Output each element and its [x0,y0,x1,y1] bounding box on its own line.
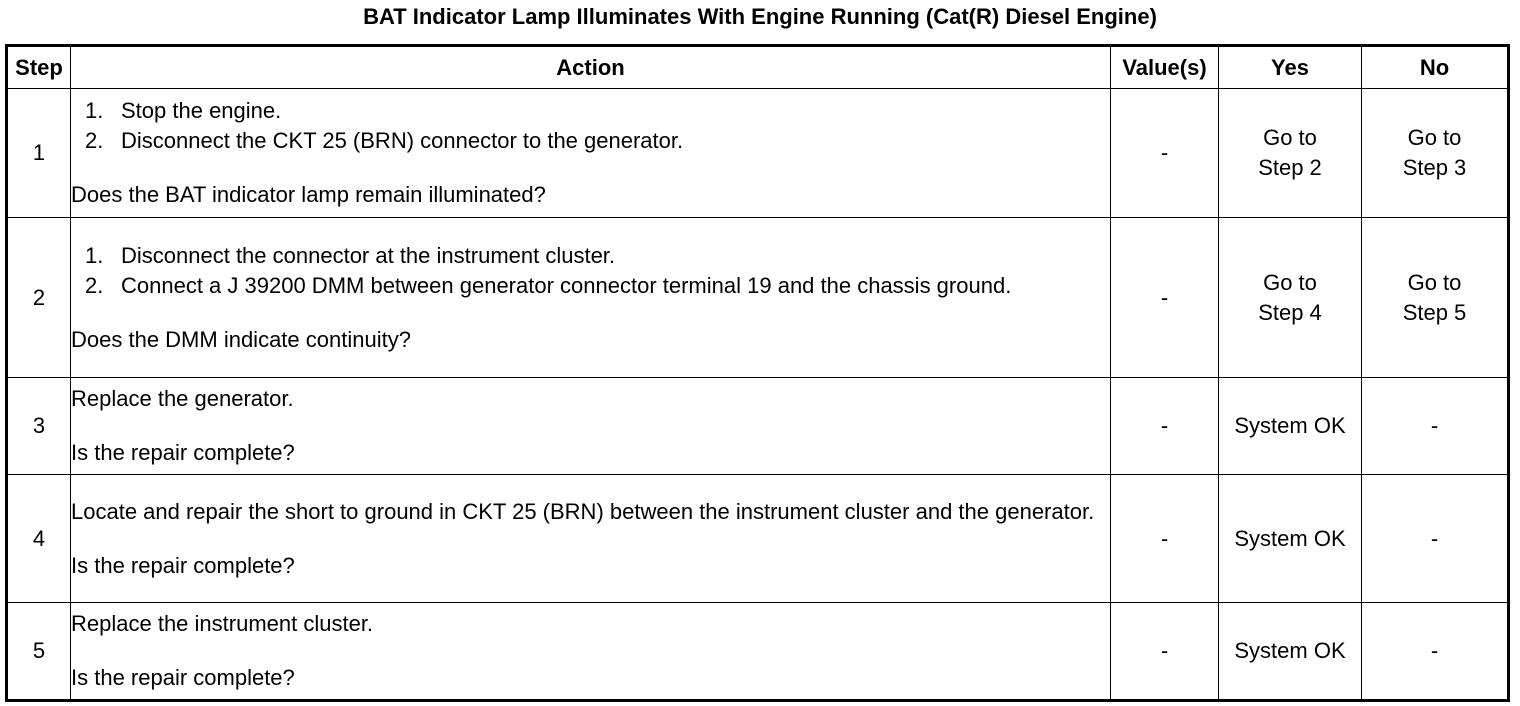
header-row [7,46,1509,89]
yes-cell: System OK [1219,378,1362,475]
no-link-line1: Go to [1407,269,1462,295]
yes-cell [1219,89,1362,218]
substep-list [71,241,1110,301]
yes-cell: System OK [1219,475,1362,603]
no-link-line2: Step 3 [1402,155,1467,180]
instruction-text: Replace the instrument cluster. [71,611,374,636]
substep: Disconnect the CKT 25 (BRN) connector to the generator. [121,128,684,153]
no-cell: - [1362,378,1509,475]
action-cell [71,89,1111,218]
no-link-line2: Step 5 [1402,299,1467,325]
no-cell [1362,218,1509,378]
value-cell: - [1111,89,1219,218]
step-number: 1 [7,89,71,218]
no-cell [1362,89,1509,218]
step-number: 2 [7,218,71,378]
value-cell: - [1111,378,1219,475]
question-text: Does the BAT indicator lamp remain illuminated? [71,182,546,207]
table-row [7,89,1509,218]
page-title: BAT Indicator Lamp Illuminates With Engine Running (Cat(R) Diesel Engine) [363,4,1157,29]
table-row [7,218,1509,378]
no-cell: - [1362,475,1509,603]
action-cell [71,475,1111,603]
question-text: Is the repair complete? [71,552,295,578]
action-cell [71,218,1111,378]
yes-link-line2: Step 2 [1258,155,1322,180]
question-text: Is the repair complete? [71,665,295,690]
value-cell: - [1111,218,1219,378]
question-text: Is the repair complete? [71,440,295,465]
instruction-text: Locate and repair the short to ground in CKT 25 (BRN) between the instrument cluster and the generator. [71,498,1095,524]
step-number: 5 [7,603,71,701]
question-text: Does the DMM indicate continuity? [71,326,411,352]
table-row [7,378,1509,475]
action-cell [71,378,1111,475]
column-header-no: No [1362,46,1509,89]
diagnostic-table [5,44,1510,702]
yes-link-line1: Go to [1263,269,1317,295]
table-row [7,475,1509,603]
step-number: 3 [7,378,71,475]
column-header-yes: Yes [1219,46,1362,89]
column-header-step: Step [7,46,71,89]
substep: Disconnect the connector at the instrument cluster. [121,242,616,268]
column-header-action: Action [71,46,1111,89]
yes-cell [1219,218,1362,378]
yes-link-line1: Go to [1263,125,1317,150]
value-cell: - [1111,475,1219,603]
substep-list [71,96,1110,156]
no-link-line1: Go to [1407,125,1462,150]
substep: Connect a J 39200 DMM between generator connector terminal 19 and the chassis ground. [121,272,1012,298]
column-header-values: Value(s) [1111,46,1219,89]
substep: Stop the engine. [121,98,282,123]
instruction-text: Replace the generator. [71,386,294,411]
yes-cell: System OK [1219,603,1362,701]
table-row [7,603,1509,701]
value-cell: - [1111,603,1219,701]
action-cell [71,603,1111,701]
yes-link-line2: Step 4 [1258,299,1322,325]
step-number: 4 [7,475,71,603]
no-cell: - [1362,603,1509,701]
